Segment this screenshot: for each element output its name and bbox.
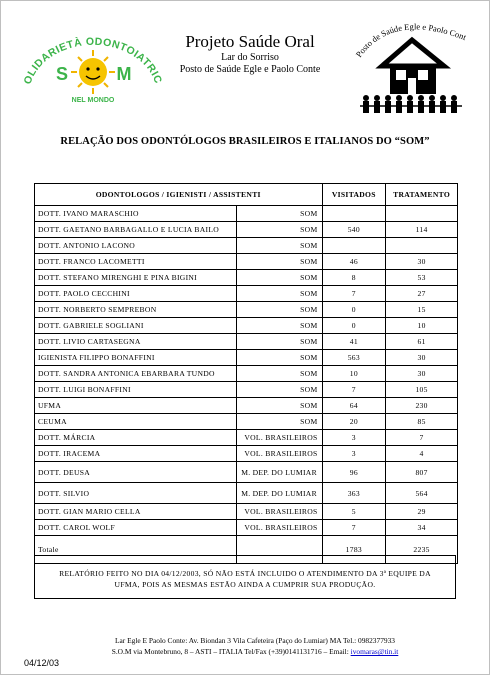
cell-org: SOM bbox=[236, 382, 322, 398]
cell-org: SOM bbox=[236, 270, 322, 286]
dentists-table bbox=[34, 183, 458, 564]
cell-tratamento: 85 bbox=[386, 414, 458, 430]
cell-org: SOM bbox=[236, 238, 322, 254]
project-subtitle: Lar do Sorriso bbox=[221, 52, 279, 63]
table-row bbox=[35, 462, 458, 483]
cell-name: DOTT. CAROL WOLF bbox=[35, 520, 237, 536]
cell-org: M. DEP. DO LUMIAR bbox=[236, 462, 322, 483]
cell-visitados: 540 bbox=[322, 222, 386, 238]
cell-visitados: 0 bbox=[322, 302, 386, 318]
footer-address-italy-text: S.O.M via Montebruno, 8 – ASTI – ITALIA Tel/Fax (+39)0141131716 – Email: bbox=[111, 647, 351, 656]
table-row bbox=[35, 270, 458, 286]
svg-text:NEL MONDO: NEL MONDO bbox=[71, 97, 115, 104]
cell-name: DOTT. SANDRA ANTONICA EBARBARA TUNDO bbox=[35, 366, 237, 382]
som-logo bbox=[18, 28, 168, 106]
cell-visitados: 10 bbox=[322, 366, 386, 382]
cell-org: VOL. BRASILEIROS bbox=[236, 430, 322, 446]
table-row bbox=[35, 318, 458, 334]
cell-visitados: 3 bbox=[322, 430, 386, 446]
cell-name: DOTT. NORBERTO SEMPREBON bbox=[35, 302, 237, 318]
cell-name: DOTT. SILVIO bbox=[35, 483, 237, 504]
cell-visitados: 20 bbox=[322, 414, 386, 430]
table-row bbox=[35, 238, 458, 254]
cell-tratamento: 4 bbox=[386, 446, 458, 462]
table-row bbox=[35, 430, 458, 446]
cell-name: CEUMA bbox=[35, 414, 237, 430]
cell-tratamento: 53 bbox=[386, 270, 458, 286]
cell-tratamento: 30 bbox=[386, 366, 458, 382]
cell-tratamento: 230 bbox=[386, 398, 458, 414]
cell-visitados: 7 bbox=[322, 286, 386, 302]
column-header-name: ODONTOLOGOS / IGIENISTI / ASSISTENTI bbox=[35, 184, 323, 206]
table-row bbox=[35, 398, 458, 414]
cell-org: SOM bbox=[236, 350, 322, 366]
cell-org: VOL. BRASILEIROS bbox=[236, 520, 322, 536]
svg-text:Posto de Saúde Egle e Paolo Co: Posto de Saúde Egle e Paolo Cont bbox=[353, 21, 468, 60]
cell-name: DOTT. GAETANO BARBAGALLO E LUCIA BAILO bbox=[35, 222, 237, 238]
cell-visitados: 363 bbox=[322, 483, 386, 504]
cell-tratamento: 27 bbox=[386, 286, 458, 302]
cell-visitados: 5 bbox=[322, 504, 386, 520]
cell-org: SOM bbox=[236, 302, 322, 318]
cell-org: M. DEP. DO LUMIAR bbox=[236, 483, 322, 504]
table-row bbox=[35, 366, 458, 382]
cell-tratamento: 30 bbox=[386, 350, 458, 366]
column-header-tratamento: TRATAMENTO bbox=[386, 184, 458, 206]
cell-visitados: 96 bbox=[322, 462, 386, 483]
table-row bbox=[35, 334, 458, 350]
cell-visitados: 46 bbox=[322, 254, 386, 270]
total-label: Totale bbox=[35, 536, 237, 564]
table-row bbox=[35, 483, 458, 504]
cell-tratamento: 61 bbox=[386, 334, 458, 350]
cell-name: DOTT. LUIGI BONAFFINI bbox=[35, 382, 237, 398]
project-subtitle-2: Posto de Saúde Egle e Paolo Conte bbox=[179, 64, 321, 75]
report-note-line-2: UFMA, POIS AS MESMAS ESTÃO AINDA A CUMPRIR SUA PRODUÇÃO. bbox=[114, 580, 376, 589]
cell-org: SOM bbox=[236, 222, 322, 238]
cell-org: VOL. BRASILEIROS bbox=[236, 446, 322, 462]
cell-visitados: 3 bbox=[322, 446, 386, 462]
table-row bbox=[35, 302, 458, 318]
total-visitados: 1783 bbox=[322, 536, 386, 564]
footer-address-brazil: Lar Egle E Paolo Conte: Av. Biondan 3 Vila Cafeteira (Paço do Lumiar) MA Tel.: 0982377933 bbox=[115, 636, 395, 645]
cell-org: SOM bbox=[236, 206, 322, 222]
table-row bbox=[35, 254, 458, 270]
report-note bbox=[34, 555, 456, 599]
svg-text:M: M bbox=[116, 64, 132, 84]
table-row bbox=[35, 206, 458, 222]
table-row bbox=[35, 382, 458, 398]
svg-text:S: S bbox=[55, 64, 69, 84]
cell-visitados: 0 bbox=[322, 318, 386, 334]
footer-address-italy bbox=[60, 647, 450, 656]
cell-tratamento bbox=[386, 238, 458, 254]
column-header-visitados: VISITADOS bbox=[322, 184, 386, 206]
cell-name: DOTT. PAOLO CECCHINI bbox=[35, 286, 237, 302]
cell-name: DOTT. GABRIELE SOGLIANI bbox=[35, 318, 237, 334]
cell-org: SOM bbox=[236, 286, 322, 302]
document-title: RELAÇÃO DOS ODONTÓLOGOS BRASILEIROS E ITALIANOS DO “SOM” bbox=[60, 136, 430, 147]
table-row bbox=[35, 350, 458, 366]
table-row bbox=[35, 446, 458, 462]
posto-logo bbox=[352, 18, 470, 118]
table-row bbox=[35, 222, 458, 238]
cell-tratamento: 807 bbox=[386, 462, 458, 483]
table-row bbox=[35, 520, 458, 536]
report-note-line-1: RELATÓRIO FEITO NO DIA 04/12/2003, SÓ NÃO ESTÁ INCLUIDO O ATENDIMENTO DA 3ª EQUIPE DA bbox=[59, 569, 431, 578]
cell-visitados bbox=[322, 238, 386, 254]
svg-text:SOLIDARIETÀ ODONTOIATRICA: OLIDARIETÀ ODONTOIATRIC bbox=[21, 35, 165, 86]
table-row bbox=[35, 286, 458, 302]
cell-visitados: 41 bbox=[322, 334, 386, 350]
cell-visitados: 563 bbox=[322, 350, 386, 366]
cell-tratamento: 15 bbox=[386, 302, 458, 318]
cell-visitados: 7 bbox=[322, 520, 386, 536]
cell-org: SOM bbox=[236, 254, 322, 270]
cell-tratamento: 29 bbox=[386, 504, 458, 520]
cell-name: DOTT. LIVIO CARTASEGNA bbox=[35, 334, 237, 350]
cell-tratamento bbox=[386, 206, 458, 222]
cell-name: DOTT. ANTONIO LACONO bbox=[35, 238, 237, 254]
cell-tratamento: 30 bbox=[386, 254, 458, 270]
footer-email-link[interactable]: ivomaras@tin.it bbox=[350, 647, 399, 656]
cell-org: SOM bbox=[236, 366, 322, 382]
table-row bbox=[35, 504, 458, 520]
total-tratamento: 2235 bbox=[386, 536, 458, 564]
cell-tratamento: 7 bbox=[386, 430, 458, 446]
table-header-row bbox=[35, 184, 458, 206]
cell-visitados: 7 bbox=[322, 382, 386, 398]
cell-visitados: 64 bbox=[322, 398, 386, 414]
cell-tratamento: 10 bbox=[386, 318, 458, 334]
cell-name: DOTT. IVANO MARASCHIO bbox=[35, 206, 237, 222]
cell-name: DOTT. DEUSA bbox=[35, 462, 237, 483]
cell-org: SOM bbox=[236, 398, 322, 414]
cell-name: DOTT. GIAN MARIO CELLA bbox=[35, 504, 237, 520]
cell-org: VOL. BRASILEIROS bbox=[236, 504, 322, 520]
cell-visitados: 8 bbox=[322, 270, 386, 286]
header-title-block bbox=[170, 32, 330, 76]
cell-name: DOTT. STEFANO MIRENGHI E PINA BIGINI bbox=[35, 270, 237, 286]
cell-name: IGIENISTA FILIPPO BONAFFINI bbox=[35, 350, 237, 366]
cell-name: DOTT. MÁRCIA bbox=[35, 430, 237, 446]
footer-date: 04/12/03 bbox=[24, 658, 60, 668]
cell-org: SOM bbox=[236, 414, 322, 430]
table-row bbox=[35, 414, 458, 430]
cell-name: DOTT. FRANCO LACOMETTI bbox=[35, 254, 237, 270]
cell-org: SOM bbox=[236, 318, 322, 334]
project-title: Projeto Saúde Oral bbox=[185, 32, 315, 51]
cell-name: UFMA bbox=[35, 398, 237, 414]
cell-org: SOM bbox=[236, 334, 322, 350]
cell-name: DOTT. IRACEMA bbox=[35, 446, 237, 462]
cell-tratamento: 105 bbox=[386, 382, 458, 398]
cell-visitados bbox=[322, 206, 386, 222]
cell-tratamento: 564 bbox=[386, 483, 458, 504]
cell-tratamento: 34 bbox=[386, 520, 458, 536]
cell-tratamento: 114 bbox=[386, 222, 458, 238]
